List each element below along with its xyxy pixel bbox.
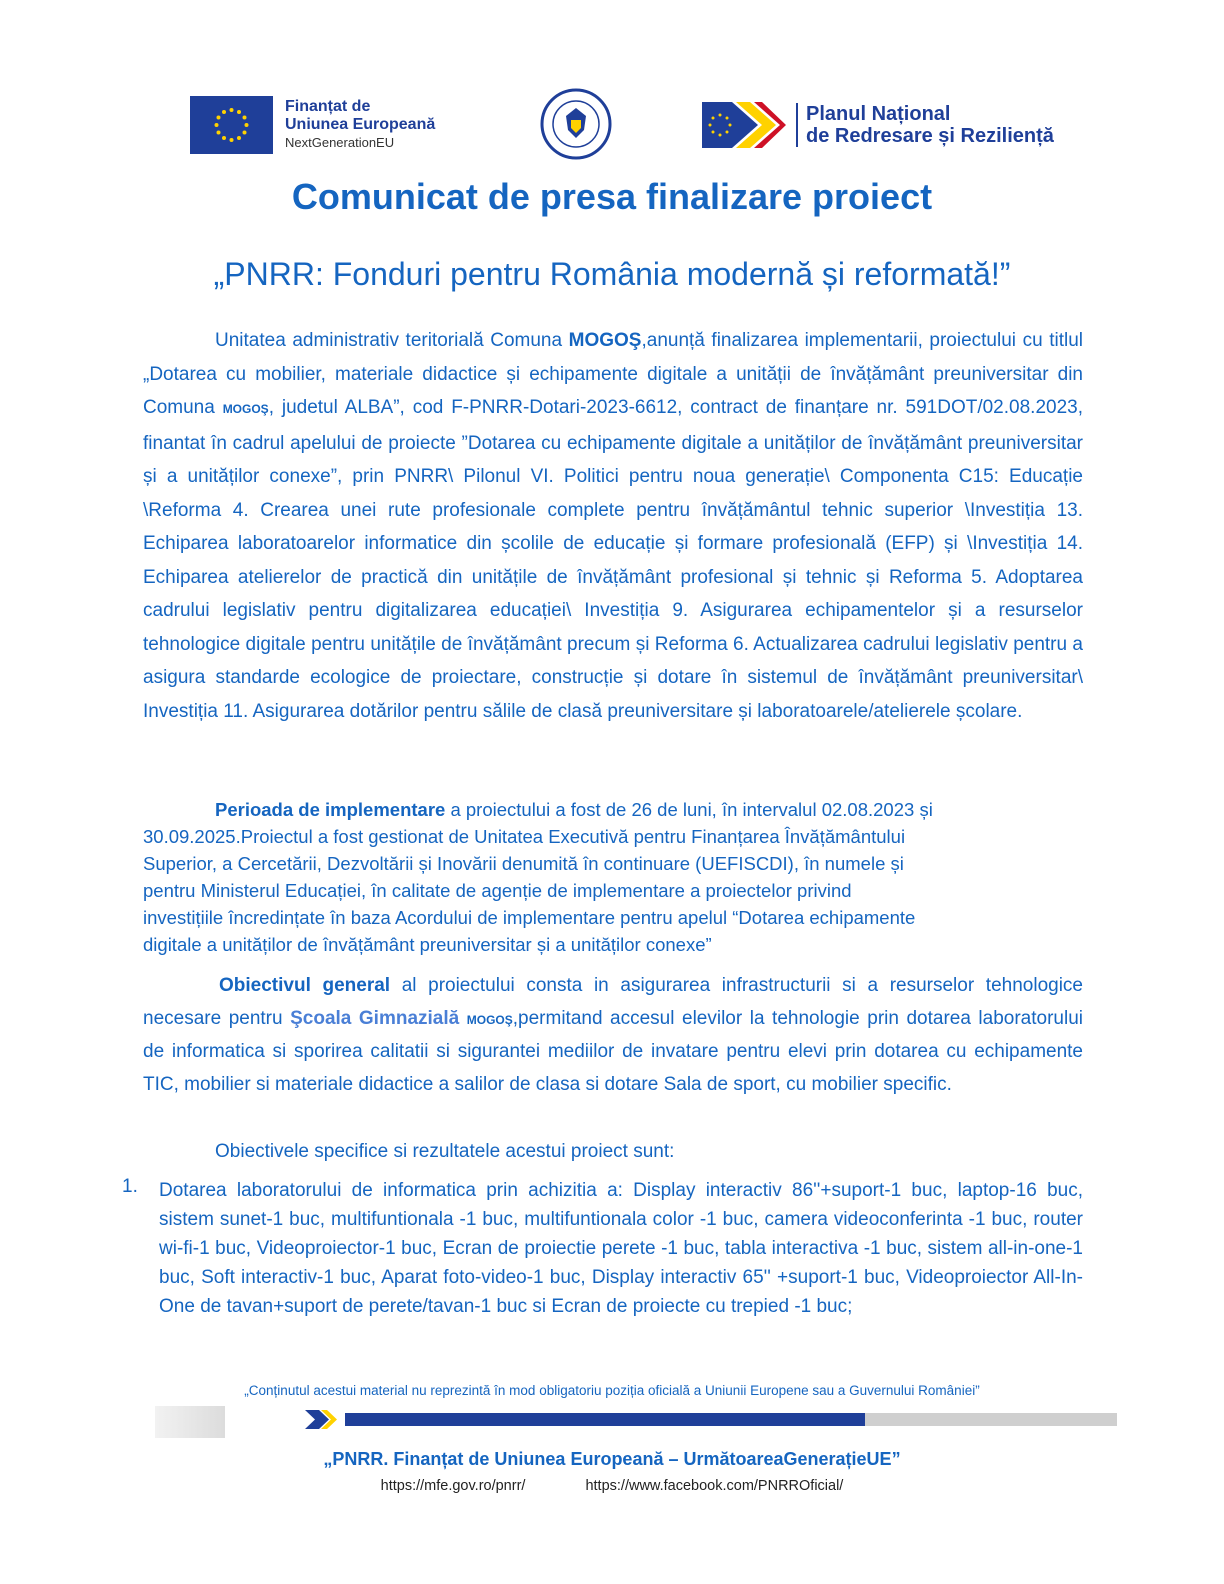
list-item-number: 1. (122, 1176, 138, 1197)
school-name-small: MOGOŞ (466, 1012, 513, 1027)
commune-name-small: MOGOŞ (222, 402, 269, 416)
eu-logo-line2: Uniunea Europeană (285, 116, 436, 133)
footer-motto: „PNRR. Finanțat de Uniunea Europeană – UrmătoareaGenerațieUE” (323, 1449, 901, 1469)
paragraph2-line1: a proiectului a fost de 26 de luni, în intervalul 02.08.2023 și (445, 799, 933, 820)
school-name: Şcoala Gimnazială (290, 1007, 460, 1029)
eu-logo-line3: NextGenerationEU (285, 135, 395, 150)
implementation-period-label: Perioada de implementare (215, 799, 446, 820)
list-item-text: Dotarea laboratorului de informatica prin achizitia a: Display interactiv 86''+suport-1 buc, laptop-16 buc, sistem sunet-1 buc, multifuntionala -1 buc, multifuntionala color -1 buc, camera videoconferinta -1 buc, router wi-fi-1 buc, Videoproiector-1 buc, Ecran de proiectie perete -1 buc, tabla interactiva -1 buc, sistem all-in-one-1 buc, Soft interactiv-1 buc, Aparat foto-video-1 buc, Display interactiv 65'' +suport-1 buc, Videoproiector All-In-One de tavan+suport de perete/tavan-1 buc si Ecran de proiecte cu trepied -1 buc; (159, 1180, 1083, 1317)
paragraph-specific-objectives: Obiectivele specifice si rezultatele acestui proiect sunt: (215, 1141, 675, 1162)
eu-logo-line1: Finanțat de (285, 98, 371, 115)
paragraph2-line6: digitale a unităților de învățământ preuniversitar și a unităților conexe” (143, 934, 712, 955)
paragraph-project-intro (143, 324, 1083, 728)
paragraph1-part-a: Unitatea administrativ teritorială Comuna (215, 330, 569, 351)
paragraph3-part-b: ,permitand accesul elevilor la tehnologie prin dotarea laboratorului de informatica si sporirea calitatii si sigurantei mediilor de invatare pentru elevi prin dotarea cu echipamente TIC, mobilier si materiale didactice a salilor de clasa si dotare Sala de sport, cu mobilier specific. (143, 1007, 1083, 1095)
paragraph-general-objective (143, 970, 1083, 1101)
link-mfe[interactable]: https://mfe.gov.ro/pnrr/ (380, 1478, 526, 1494)
paragraph2-line5: investițiile încredințate în baza Acordului de implementare pentru apelul “Dotarea echipamente (143, 907, 916, 928)
paragraph2-line2: 30.09.2025.Proiectul a fost gestionat de Unitatea Executivă pentru Finanțarea Învățământului (143, 826, 906, 847)
eu-flag-icon (190, 96, 273, 154)
disclaimer: „Conținutul acestui material nu reprezintă în mod obligatoriu poziția oficială a Uniunii Europene sau a Guvernului României” (244, 1383, 980, 1398)
footer-decorative-bar (155, 1406, 1117, 1438)
page-subtitle: „PNRR: Fonduri pentru România modernă și reformată!” (213, 256, 1011, 292)
eu-funding-logo (190, 96, 435, 154)
pnrr-logo-line2: de Redresare și Reziliență (806, 125, 1054, 147)
paragraph1-part-c: , judetul ALBA”, cod F-PNRR-Dotari-2023-6612, contract de finanțare nr. 591DOT/02.08.2023, finantat în cadrul apelului de proiecte ”Dotarea cu echipamente digitale a unitӑților de învӑțӑmânt preuniversitar și a unitӑților conexe”, prin PNRR\ Pilonul VI. Politici pentru noua generație\ Componenta C15: Educație \Reforma 4. Crearea unei rute profesionale complete pentru învățământul tehnic superior \Investiția 13. Echiparea laboratoarelor informatice din școlile de educație și formare profesională (EFP) și \Investiția 14. Echiparea atelierelor de practică din unitățile de învățământ profesional și tehnic și Reforma 5. Adoptarea cadrului legislativ pentru digitalizarea educației\ Investiția 9. Asigurarea echipamentelor și a resurselor tehnologice digitale pentru unitățile de învățământ precum și Reforma 6. Actualizarea cadrului legislativ pentru a asigura standarde ecologice de proiectare, construcție și dotare în sistemul de învățământ preuniversitar\ Investiția 11. Asigurarea dotărilor pentru sălile de clasă preuniversitare și laboratoarele/atelierele școlare. (143, 397, 1083, 722)
pnrr-arrow-icon (702, 98, 786, 152)
page-title: Comunicat de presa finalizare proiect (291, 176, 933, 217)
paragraph-implementation-period (143, 796, 1083, 958)
footer-links (0, 1478, 1224, 1494)
pnrr-logo-line1: Planul Național (806, 103, 951, 125)
link-facebook[interactable]: https://www.facebook.com/PNRROficial/ (585, 1478, 844, 1494)
header-logos (0, 88, 1224, 168)
paragraph2-line4: pentru Ministerul Educației, în calitate de agenție de implementare a proiectelor privind (143, 880, 852, 901)
paragraph1-part-b: ,anunță finalizarea implementarii, proiectului cu titlul „Dotarea cu mobilier, materiale didactice și echipamente digitale a unității de învățământ preuniversitar din Comuna (143, 330, 1083, 418)
pnrr-logo (702, 98, 1054, 152)
general-objective-label: Obiectivul general (219, 975, 391, 996)
government-seal-icon (540, 88, 612, 160)
footer-arrow-icon (305, 1410, 345, 1429)
paragraph2-line3: Superior, a Cercetării, Dezvoltării și Inovării denumită în continuare (UEFISCDI), în numele și (143, 853, 904, 874)
paragraph3-part-a: al proiectului consta in asigurarea infrastructurii si a resurselor tehnologice necesare pentru (143, 975, 1083, 1029)
commune-name: MOGOŞ (568, 330, 642, 351)
